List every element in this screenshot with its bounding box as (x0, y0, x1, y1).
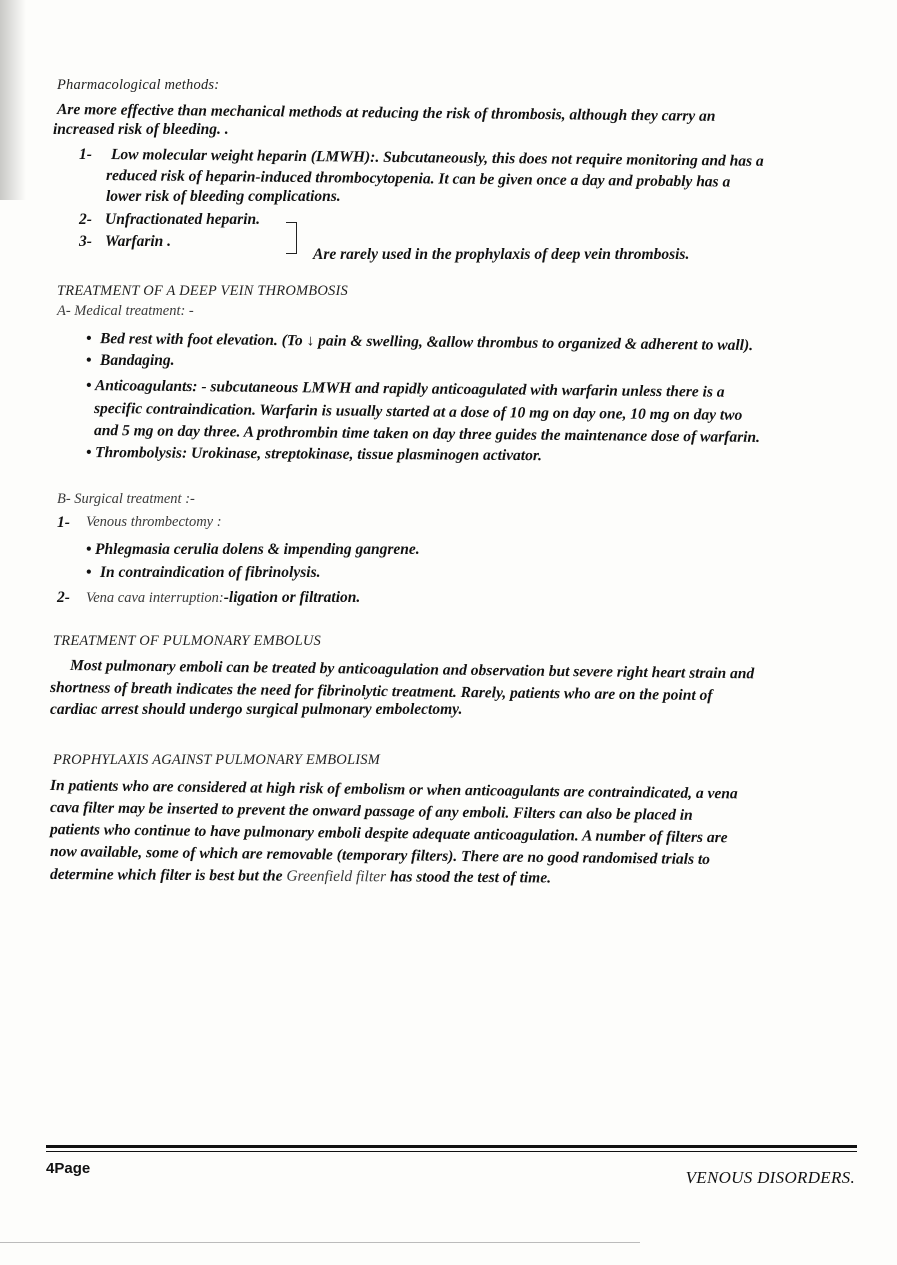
bullet-text: Bed rest with foot elevation. (To ↓ pain & swelling, &allow thrombus to organized & adherent to wall). (99, 330, 754, 354)
paragraph-line: cardiac arrest should undergo surgical pulmonary embolectomy. (50, 701, 463, 718)
footer-rule (46, 1151, 857, 1152)
pharmacological-intro-line: increased risk of bleeding. . (53, 121, 229, 138)
bullet-item: • Phlegmasia cerulia dolens & impending gangrene. (86, 541, 420, 558)
bracket-note: Are rarely used in the prophylaxis of deep vein thrombosis. (313, 246, 690, 263)
paragraph-line: cava filter may be inserted to prevent the onward passage of any emboli. Filters can also be placed in (49, 799, 693, 824)
list-number: 3- (79, 233, 92, 250)
bullet-text: specific contraindication. Warfarin is usually started at a dose of 10 mg on day one, 10 mg on day two (93, 400, 743, 424)
list-item-text: Venous thrombectomy : (86, 514, 222, 530)
list-item-text: Warfarin . (105, 233, 172, 250)
bullet-item: • Anticoagulants: - subcutaneous LMWH and rapidly anticoagulated with warfarin unless there is a (85, 377, 725, 401)
bullet-item: • Thrombolysis: Urokinase, streptokinase, tissue plasminogen activator. (85, 444, 543, 465)
bullet-item: • Bandaging. (86, 352, 175, 369)
list-number: 2- (57, 589, 70, 606)
list-number: 1- (79, 146, 92, 163)
dvt-heading: TREATMENT OF A DEEP VEIN THROMBOSIS (57, 283, 348, 299)
bullet-text: and 5 mg on day three. A prothrombin time taken on day three guides the maintenance dose of warfarin. (93, 422, 761, 446)
pe-heading: TREATMENT OF PULMONARY EMBOLUS (53, 633, 321, 649)
footer-rule (46, 1145, 857, 1148)
list-item-text: reduced risk of heparin-induced thrombocytopenia. It can be given once a day and probably has a (105, 167, 731, 191)
list-item-text: Low molecular weight heparin (LMWH):. Subcutaneously, this does not require monitoring and has a (110, 146, 764, 170)
paragraph-line: In patients who are considered at high risk of embolism or when anticoagulants are contraindicated, a vena (49, 777, 738, 803)
prophylaxis-heading: PROPHYLAXIS AGAINST PULMONARY EMBOLISM (53, 752, 381, 768)
pharmacological-heading: Pharmacological methods: (57, 77, 220, 93)
bullet-text: Anticoagulants: - subcutaneous LMWH and rapidly anticoagulated with warfarin unless there is a (94, 377, 725, 401)
list-item-text (86, 589, 360, 607)
pharmacological-intro-line: Are more effective than mechanical methods at reducing the risk of thrombosis, although they carry an (56, 101, 716, 125)
text-run: has stood the test of time. (389, 868, 552, 887)
paragraph-line: now available, some of which are removable (temporary filters). There are no good randomised trials to (49, 843, 711, 869)
scan-edge-line (0, 1242, 640, 1243)
paragraph-line: shortness of breath indicates the need for fibrinolytic treatment. Rarely, patients who are on the point of (49, 679, 713, 705)
list-number: 2- (79, 211, 92, 228)
text-run: determine which filter is best but the (49, 866, 283, 885)
footer-title: VENOUS DISORDERS. (685, 1168, 855, 1187)
surgical-treatment-label: B- Surgical treatment :- (57, 491, 195, 507)
grouping-bracket (286, 222, 297, 254)
list-number: 1- (57, 514, 70, 531)
page-number: 4Page (46, 1160, 91, 1177)
bullet-text: Phlegmasia cerulia dolens & impending gangrene. (95, 541, 420, 558)
vena-cava-label: Vena cava interruption: (86, 590, 224, 606)
bullet-text: Bandaging. (100, 352, 175, 369)
paragraph-line: Most pulmonary emboli can be treated by anticoagulation and observation but severe right heart strain and (69, 657, 755, 683)
list-item-text: lower risk of bleeding complications. (106, 188, 341, 205)
paragraph-line: patients who continue to have pulmonary emboli despite adequate anticoagulation. A number of filters are (49, 821, 728, 847)
bullet-item: • In contraindication of fibrinolysis. (86, 564, 321, 581)
medical-treatment-label: A- Medical treatment: - (57, 303, 194, 319)
scan-shadow (0, 0, 26, 200)
bullet-text: In contraindication of fibrinolysis. (100, 564, 321, 581)
greenfield-filter-term: Greenfield filter (286, 867, 387, 886)
bullet-item: • Bed rest with foot elevation. (To ↓ pain & swelling, &allow thrombus to organized & adherent to wall). (85, 330, 754, 354)
list-item-text: Unfractionated heparin. (105, 211, 261, 228)
paragraph-line (50, 866, 551, 887)
bullet-text: Thrombolysis: Urokinase, streptokinase, tissue plasminogen activator. (94, 444, 543, 465)
vena-cava-detail: -ligation or filtration. (223, 589, 361, 606)
